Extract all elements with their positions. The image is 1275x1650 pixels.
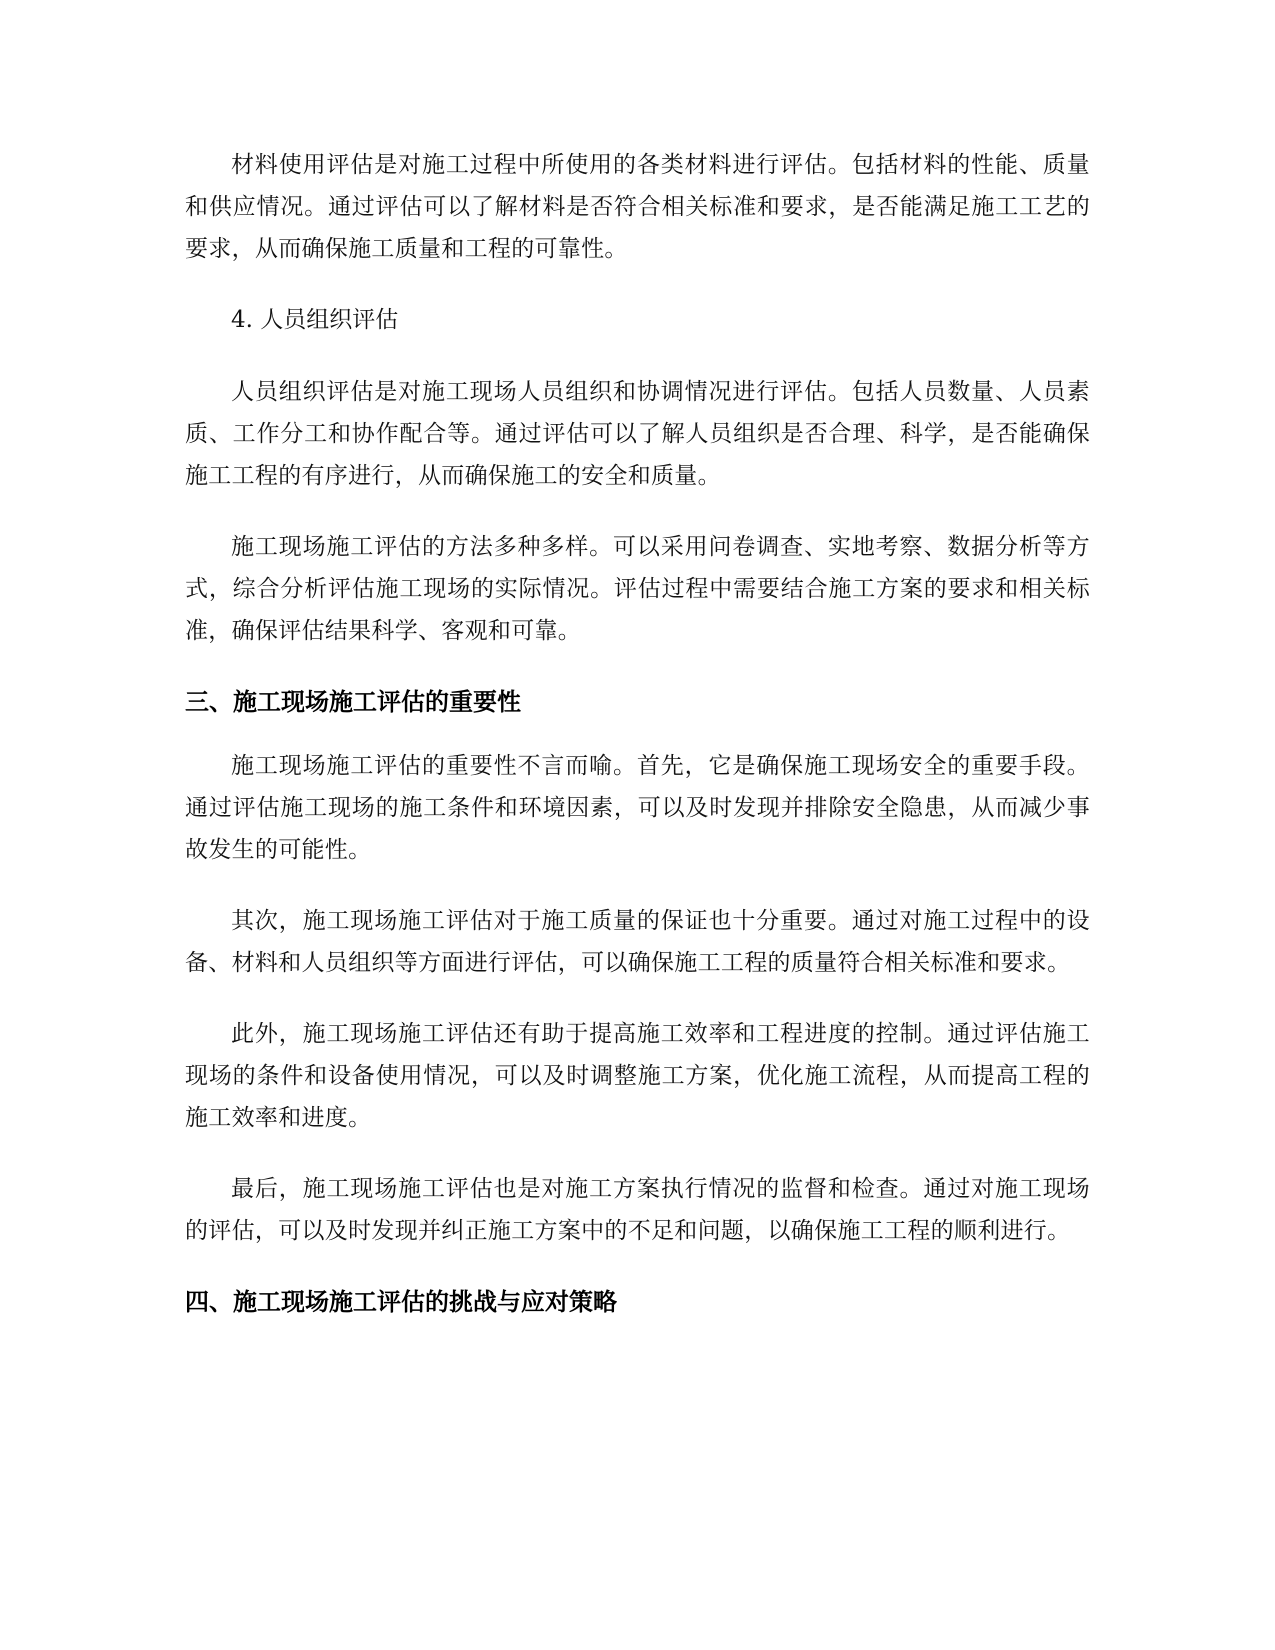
paragraph-importance-efficiency: 此外，施工现场施工评估还有助于提高施工效率和工程进度的控制。通过评估施工现场的条件和设备使用情况，可以及时调整施工方案，优化施工流程，从而提高工程的施工效率和进度。 [185, 1021, 1090, 1131]
paragraph-importance-safety: 施工现场施工评估的重要性不言而喻。首先，它是确保施工现场安全的重要手段。通过评估施工现场的施工条件和环境因素，可以及时发现并排除安全隐患，从而减少事故发生的可能性。 [185, 753, 1090, 863]
section-heading-challenges: 四、施工现场施工评估的挑战与应对策略 [185, 1288, 617, 1316]
paragraph-importance-quality: 其次，施工现场施工评估对于施工质量的保证也十分重要。通过对施工过程中的设备、材料和人员组织等方面进行评估，可以确保施工工程的质量符合相关标准和要求。 [185, 908, 1090, 976]
paragraph-assessment-methods: 施工现场施工评估的方法多种多样。可以采用问卷调查、实地考察、数据分析等方式，综合分析评估施工现场的实际情况。评估过程中需要结合施工方案的要求和相关标准，确保评估结果科学、客观和可靠。 [185, 534, 1090, 644]
document-body [185, 144, 1090, 1345]
paragraph-personnel-assessment: 人员组织评估是对施工现场人员组织和协调情况进行评估。包括人员数量、人员素质、工作分工和协作配合等。通过评估可以了解人员组织是否合理、科学，是否能确保施工工程的有序进行，从而确保施工的安全和质量。 [185, 379, 1090, 489]
section-heading-importance: 三、施工现场施工评估的重要性 [185, 688, 521, 716]
numbered-item-personnel: 4. 人员组织评估 [231, 307, 399, 333]
paragraph-material-assessment: 材料使用评估是对施工过程中所使用的各类材料进行评估。包括材料的性能、质量和供应情况。通过评估可以了解材料是否符合相关标准和要求，是否能满足施工工艺的要求，从而确保施工质量和工程的可靠性。 [185, 152, 1090, 262]
paragraph-importance-supervision: 最后，施工现场施工评估也是对施工方案执行情况的监督和检查。通过对施工现场的评估，可以及时发现并纠正施工方案中的不足和问题，以确保施工工程的顺利进行。 [185, 1176, 1090, 1244]
